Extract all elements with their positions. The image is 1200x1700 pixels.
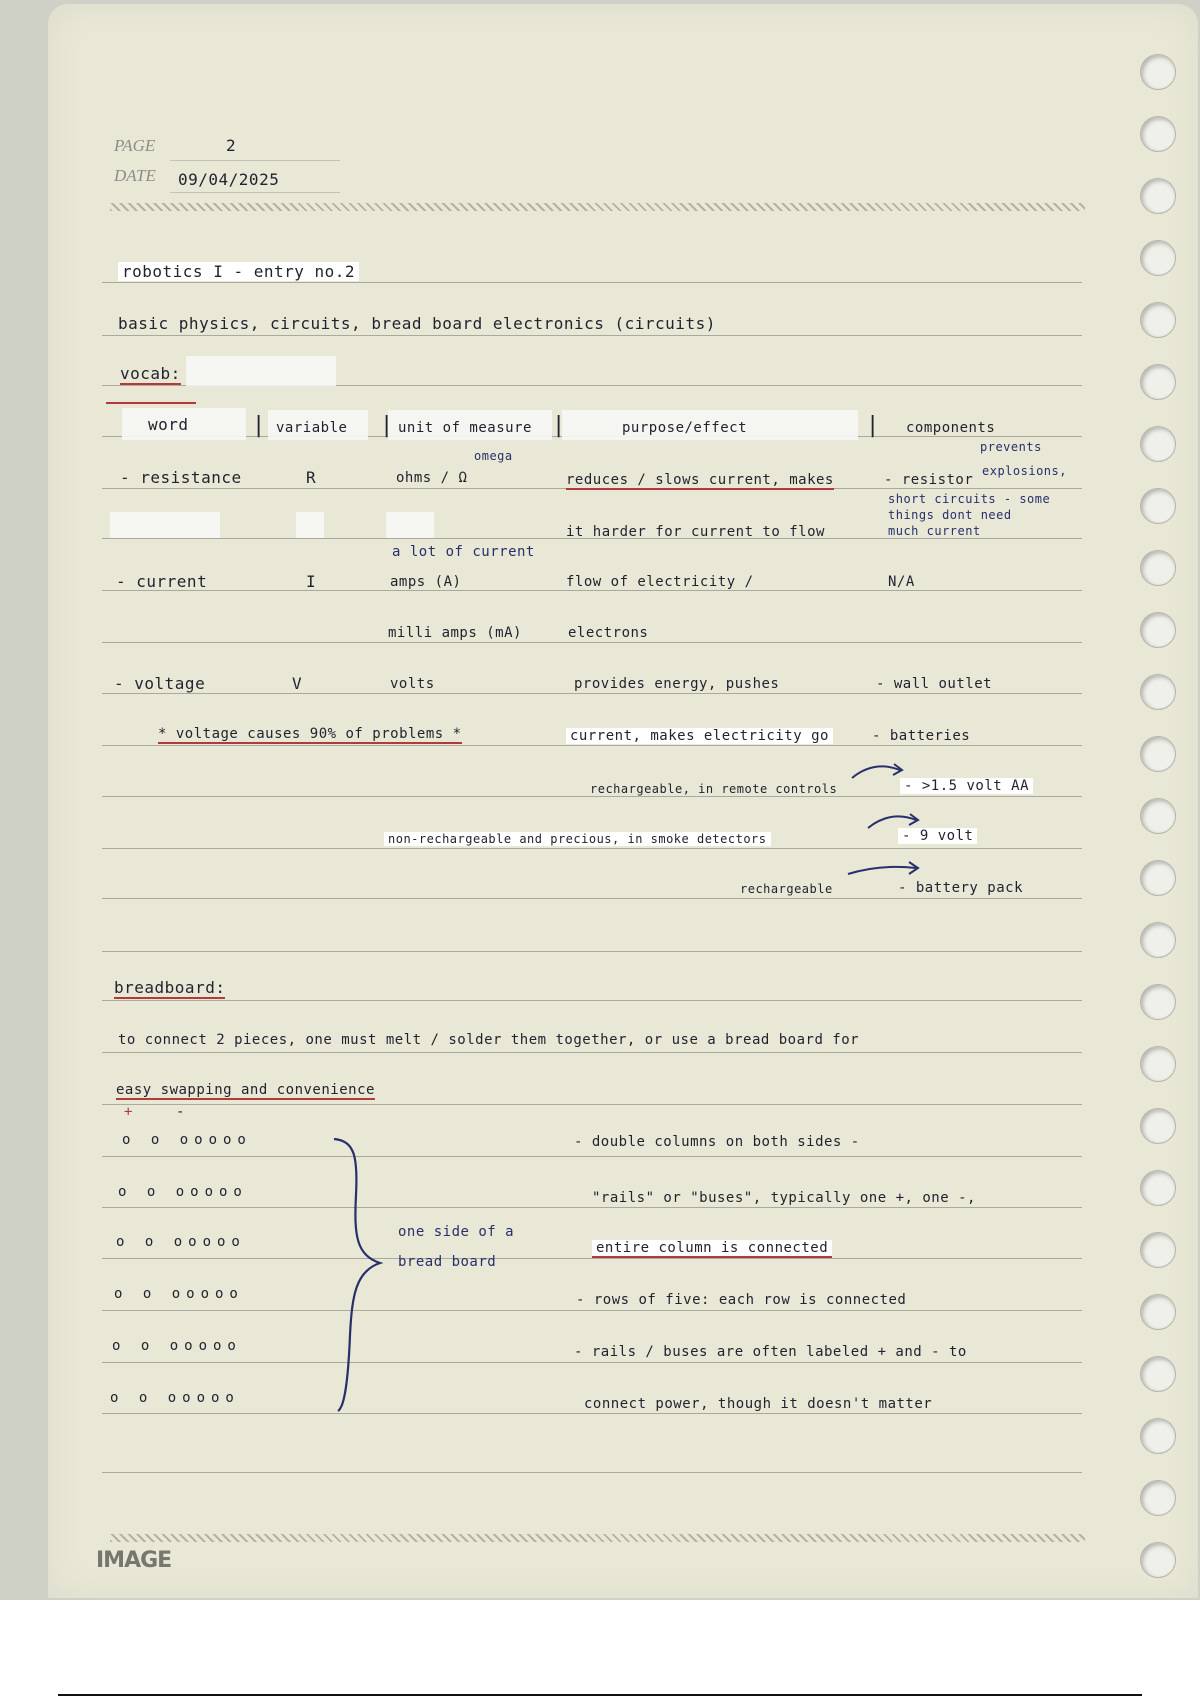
header-purpose: purpose/effect xyxy=(622,420,748,436)
breadboard-row: o o ooooo xyxy=(118,1184,248,1200)
word-resistance: - resistance xyxy=(120,468,242,487)
breadboard-row: o o ooooo xyxy=(114,1286,244,1302)
component-note-4: things dont need xyxy=(888,508,1012,522)
binder-hole xyxy=(1140,1418,1176,1454)
battery-desc-aa: rechargeable, in remote controls xyxy=(590,782,838,796)
footer-rule xyxy=(58,1694,1142,1696)
header-variable: variable xyxy=(276,420,348,436)
binder-hole xyxy=(1140,984,1176,1020)
battery-type-9v: - 9 volt xyxy=(898,828,977,844)
page-label: PAGE xyxy=(114,136,156,155)
voltage-note: * voltage causes 90% of problems * xyxy=(158,726,462,742)
binder-hole xyxy=(1140,1356,1176,1392)
binder-hole xyxy=(1140,240,1176,276)
binder-hole xyxy=(1140,736,1176,772)
component-batteries: - batteries xyxy=(872,728,971,744)
purpose-voltage-1: provides energy, pushes xyxy=(574,676,780,692)
breadboard-row: o o ooooo xyxy=(112,1338,242,1354)
plus-sign: + xyxy=(124,1104,133,1120)
unit-note-resistance: omega xyxy=(474,449,513,463)
binder-hole xyxy=(1140,612,1176,648)
table-header-underline xyxy=(106,402,196,404)
component-note-3: short circuits - some xyxy=(888,492,1051,506)
binder-hole xyxy=(1140,1170,1176,1206)
binder-hole xyxy=(1140,674,1176,710)
top-wavy-divider xyxy=(110,203,1085,211)
header-word: word xyxy=(148,415,189,434)
breadboard-paragraph-2: easy swapping and convenience xyxy=(116,1082,375,1098)
binder-hole xyxy=(1140,54,1176,90)
vocab-heading: vocab: xyxy=(120,364,181,383)
binder-hole xyxy=(1140,1046,1176,1082)
component-resistor: - resistor xyxy=(884,472,974,488)
breadboard-row: o o ooooo xyxy=(122,1132,252,1148)
purpose-current-2: electrons xyxy=(568,625,649,641)
component-note-1: prevents xyxy=(980,440,1042,454)
unit-voltage: volts xyxy=(390,676,435,692)
purpose-current-1: flow of electricity / xyxy=(566,574,754,590)
component-wall-outlet: - wall outlet xyxy=(876,676,993,692)
variable-voltage: V xyxy=(292,674,303,693)
binder-hole xyxy=(1140,1294,1176,1330)
unit-current-1: amps (A) xyxy=(390,574,462,590)
component-note-5: much current xyxy=(888,524,981,538)
binder-hole xyxy=(1140,1542,1176,1578)
battery-desc-pack: rechargeable xyxy=(740,882,833,896)
date-value: 09/04/2025 xyxy=(178,170,280,189)
binder-hole xyxy=(1140,488,1176,524)
binder-hole xyxy=(1140,798,1176,834)
brand-logo: IMAGE xyxy=(96,1548,172,1573)
page-number-line xyxy=(170,160,340,161)
binder-hole xyxy=(1140,1108,1176,1144)
breadboard-note: - double columns on both sides - xyxy=(574,1134,860,1150)
tape-patch xyxy=(186,356,336,386)
breadboard-note: - rails / buses are often labeled + and - to xyxy=(574,1344,967,1360)
variable-current: I xyxy=(306,572,317,591)
binder-hole xyxy=(1140,302,1176,338)
breadboard-note: - rows of five: each row is connected xyxy=(576,1292,907,1308)
word-current: - current xyxy=(116,572,208,591)
brace-label-2: bread board xyxy=(398,1254,497,1270)
binder-hole xyxy=(1140,426,1176,462)
purpose-resistance-1: reduces / slows current, makes xyxy=(566,472,834,488)
binder-hole xyxy=(1140,116,1176,152)
binder-hole xyxy=(1140,1480,1176,1516)
header-unit: unit of measure xyxy=(398,420,532,436)
binder-hole xyxy=(1140,860,1176,896)
binder-hole xyxy=(1140,364,1176,400)
minus-sign: - xyxy=(176,1104,185,1120)
component-note-2: explosions, xyxy=(982,464,1067,478)
page-number: 2 xyxy=(226,136,237,155)
curly-brace-icon xyxy=(330,1135,390,1415)
brace-label-1: one side of a xyxy=(398,1224,515,1240)
entry-title: robotics I - entry no.2 xyxy=(118,262,359,281)
arrow-icon xyxy=(850,758,910,782)
unit-current-2: milli amps (mA) xyxy=(388,625,522,641)
battery-type-pack: - battery pack xyxy=(898,880,1024,896)
battery-desc-9v: non-rechargeable and precious, in smoke detectors xyxy=(384,832,771,846)
date-line xyxy=(170,192,340,193)
breadboard-note: entire column is connected xyxy=(592,1240,832,1256)
breadboard-note: "rails" or "buses", typically one +, one -, xyxy=(592,1190,976,1206)
breadboard-row: o o ooooo xyxy=(116,1234,246,1250)
binder-hole xyxy=(1140,178,1176,214)
arrow-icon xyxy=(866,808,926,832)
binder-hole xyxy=(1140,922,1176,958)
component-current: N/A xyxy=(888,574,915,590)
header-components: components xyxy=(906,420,996,436)
binder-hole xyxy=(1140,1232,1176,1268)
arrow-icon xyxy=(846,858,926,882)
binder-hole xyxy=(1140,550,1176,586)
breadboard-heading: breadboard: xyxy=(114,978,226,997)
unit-resistance: ohms / Ω xyxy=(396,470,468,486)
breadboard-row: o o ooooo xyxy=(110,1390,240,1406)
date-label: DATE xyxy=(114,166,156,185)
purpose-resistance-2: it harder for current to flow xyxy=(566,524,825,540)
bottom-wavy-divider xyxy=(110,1534,1085,1542)
variable-resistance: R xyxy=(306,468,317,487)
battery-type-aa: - >1.5 volt AA xyxy=(900,778,1033,794)
breadboard-note: connect power, though it doesn't matter xyxy=(584,1396,933,1412)
entry-subtitle: basic physics, circuits, bread board electronics (circuits) xyxy=(118,314,716,333)
unit-note-current: a lot of current xyxy=(392,544,535,560)
breadboard-paragraph-1: to connect 2 pieces, one must melt / solder them together, or use a bread board for xyxy=(118,1032,860,1048)
purpose-voltage-2: current, makes electricity go xyxy=(566,728,833,744)
word-voltage: - voltage xyxy=(114,674,206,693)
